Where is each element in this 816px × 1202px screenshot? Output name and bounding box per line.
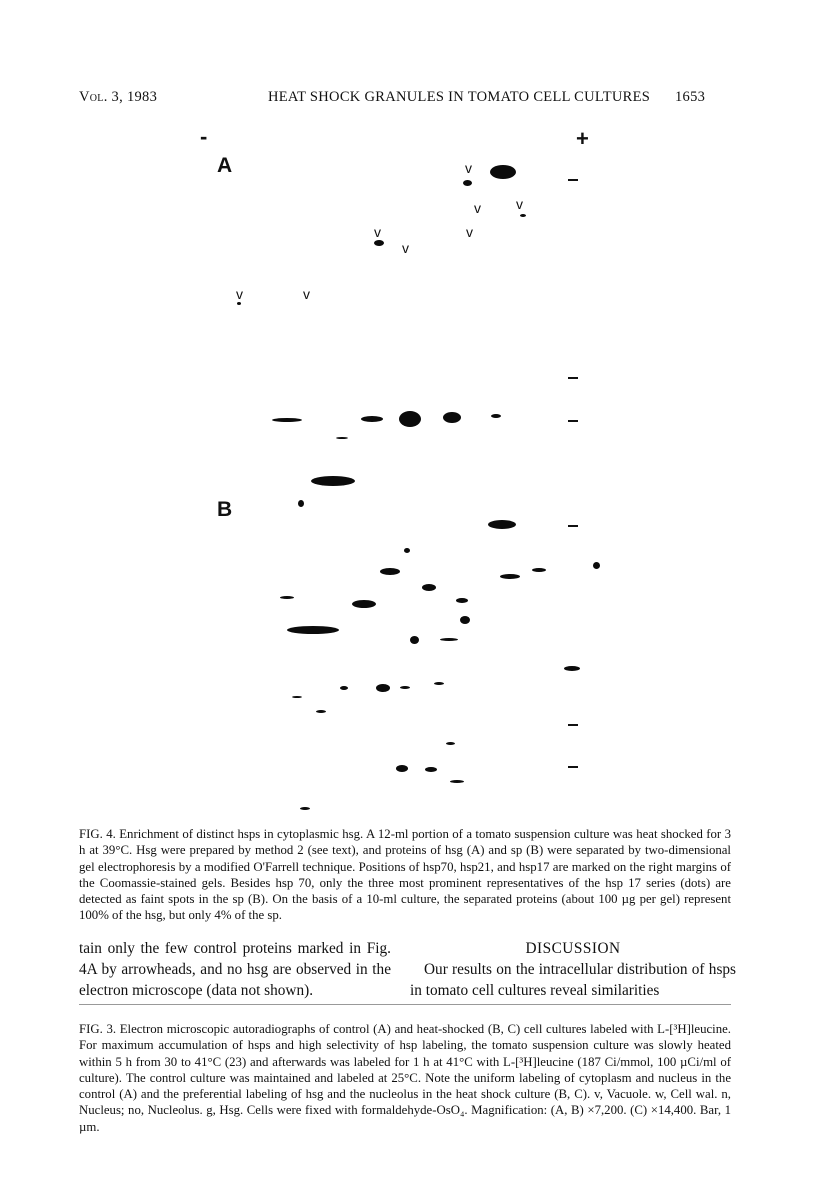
margin-position-marker bbox=[568, 420, 578, 422]
gel-protein-spot bbox=[450, 780, 464, 783]
gel-protein-spot bbox=[374, 240, 384, 246]
margin-position-marker bbox=[568, 377, 578, 379]
margin-position-marker bbox=[568, 766, 578, 768]
panel-a-label: A bbox=[217, 154, 233, 177]
gel-protein-spot bbox=[292, 696, 302, 698]
margin-position-marker bbox=[568, 525, 578, 527]
figure-3-caption: FIG. 3. Electron microscopic autoradiographs of control (A) and heat-shocked (B, C) cell cultures labeled with L-[³H]leucine. For maximum accumulation of hsps and high selectivity of hsp labeling, the tomato suspension culture was slowly heated within 5 h from 30 to 41°C (23) and afterwards was labeled for 1 h at 41°C with L-[³H]leucine (187 Ci/mmol, 100 µCi/ml of culture). The control culture was maintained and labeled at 25°C. Note the uniform labeling of cytoplasm and nucleus in the control (A) and the preferential labeling of hsg and the nucleolus in the heat shock culture (B, C). v, Vacuole. w, Cell wal. n, Nucleus; no, Nucleolus. g, Hsg. Cells were fixed with formaldehyde-OsO₄. Magnification: (A, B) ×7,200. (C) ×14,400. Bar, 1 µm. bbox=[79, 1022, 731, 1134]
gel-protein-spot bbox=[361, 416, 383, 422]
body-text-right-column bbox=[410, 938, 736, 1001]
running-title: HEAT SHOCK GRANULES IN TOMATO CELL CULTURES bbox=[268, 89, 651, 105]
minus-pole-label: - bbox=[200, 124, 208, 149]
gel-protein-spot bbox=[404, 548, 410, 553]
gel-protein-spot bbox=[376, 684, 390, 692]
arrowhead-marker: v bbox=[236, 286, 243, 302]
gel-protein-spot bbox=[280, 596, 294, 599]
arrowhead-marker: v bbox=[516, 196, 523, 212]
arrowhead-marker: v bbox=[466, 224, 473, 240]
gel-protein-spot bbox=[237, 302, 241, 305]
gel-protein-spot bbox=[340, 686, 348, 690]
gel-protein-spot bbox=[311, 476, 355, 486]
page-number: 1653 bbox=[675, 89, 706, 105]
gel-protein-spot bbox=[488, 520, 516, 529]
gel-protein-spot bbox=[456, 598, 468, 603]
gel-protein-spot bbox=[400, 686, 410, 689]
gel-protein-spot bbox=[316, 710, 326, 713]
divider-rule bbox=[79, 1004, 731, 1005]
gel-protein-spot bbox=[434, 682, 444, 685]
arrowhead-marker: v bbox=[303, 286, 310, 302]
arrowhead-marker: v bbox=[465, 160, 472, 176]
gel-protein-spot bbox=[443, 412, 461, 423]
discussion-text: Our results on the intracellular distribution of hsps in tomato cell cultures reveal similarities bbox=[410, 961, 736, 999]
gel-protein-spot bbox=[593, 562, 600, 569]
panel-b-label: B bbox=[217, 498, 233, 521]
body-text-left-column: tain only the few control proteins marked in Fig. 4A by arrowheads, and no hsg are observed in the electron microscope (data not shown). bbox=[79, 940, 391, 999]
gel-protein-spot bbox=[490, 165, 516, 179]
gel-protein-spot bbox=[396, 765, 408, 772]
gel-protein-spot bbox=[272, 418, 302, 422]
gel-protein-spot bbox=[463, 180, 472, 186]
gel-protein-spot bbox=[336, 437, 348, 439]
gel-protein-spot bbox=[491, 414, 501, 418]
gel-protein-spot bbox=[380, 568, 400, 575]
gel-protein-spot bbox=[440, 638, 458, 641]
gel-protein-spot bbox=[410, 636, 419, 644]
gel-protein-spot bbox=[287, 626, 339, 634]
gel-protein-spot bbox=[300, 807, 310, 810]
arrowhead-marker: v bbox=[374, 224, 381, 240]
figure-4-gel-image bbox=[190, 118, 620, 818]
margin-position-marker bbox=[568, 179, 578, 181]
discussion-heading: DISCUSSION bbox=[525, 940, 621, 957]
gel-protein-spot bbox=[500, 574, 520, 579]
figure-4-caption: FIG. 4. Enrichment of distinct hsps in cytoplasmic hsg. A 12-ml portion of a tomato suspension culture was heat shocked for 3 h at 39°C. Hsg were prepared by method 2 (see text), and proteins of hsg (A) and sp (B) were separated by two-dimensional gel electrophoresis by a modified O'Farrell technique. Positions of hsp70, hsp21, and hsp17 are marked on the right margins of the Coomassie-stained gels. Besides hsp 70, only the three most prominent representatives of the hsp 17 series (dots) are detected as faint spots in the sp (B). On the basis of a 10-ml culture, the separated proteins (about 100 µg per gel) represent 100% of the hsg, but only 4% of the sp. bbox=[79, 827, 731, 923]
gel-protein-spot bbox=[425, 767, 437, 772]
margin-position-marker bbox=[568, 724, 578, 726]
gel-protein-spot bbox=[460, 616, 470, 624]
gel-protein-spot bbox=[564, 666, 580, 671]
gel-protein-spot bbox=[532, 568, 546, 572]
plus-pole-label: + bbox=[576, 126, 589, 151]
arrowhead-marker: v bbox=[402, 240, 409, 256]
gel-protein-spot bbox=[298, 500, 304, 507]
gel-protein-spot bbox=[422, 584, 436, 591]
volume-label: Vol. 3, 1983 bbox=[79, 89, 158, 105]
gel-protein-spot bbox=[520, 214, 526, 217]
gel-protein-spot bbox=[352, 600, 376, 608]
gel-protein-spot bbox=[446, 742, 455, 745]
gel-protein-spot bbox=[399, 411, 421, 427]
arrowhead-marker: v bbox=[474, 200, 481, 216]
